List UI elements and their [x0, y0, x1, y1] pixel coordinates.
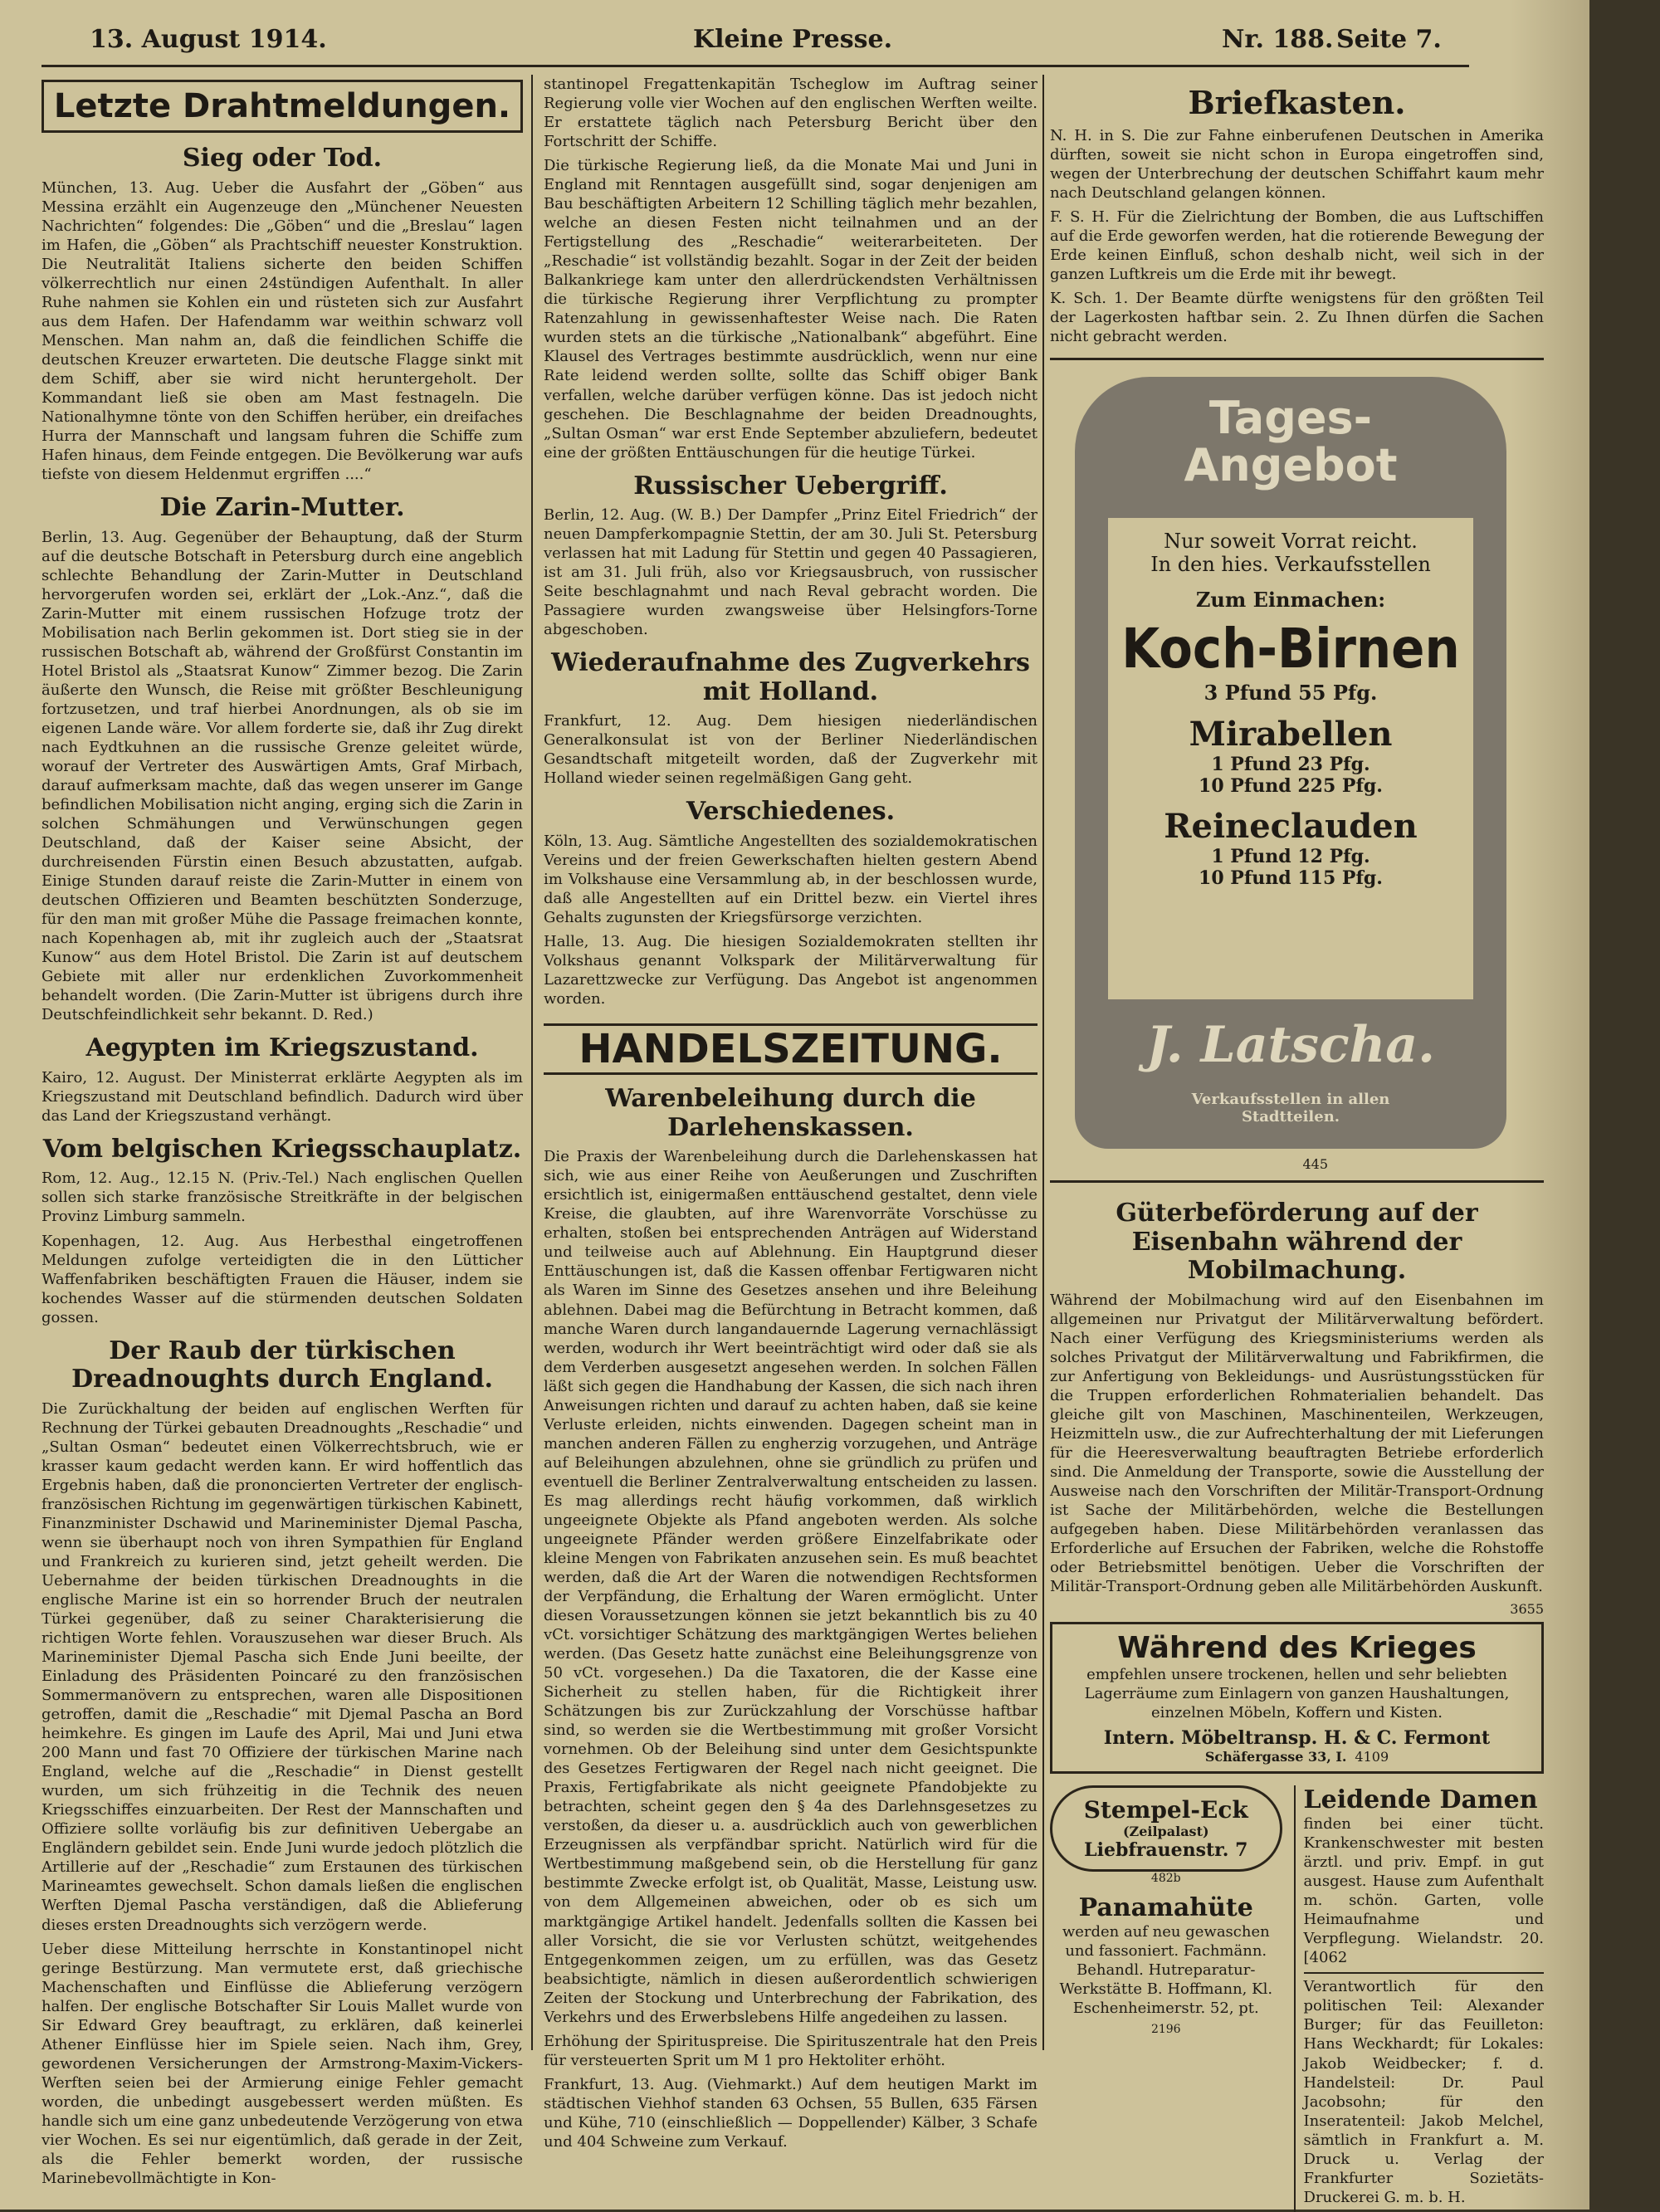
- small-ads-left: [1050, 1785, 1282, 2036]
- masthead-paper-name: Kleine Presse.: [693, 25, 893, 54]
- article-heading-miscellaneous: Verschiedenes.: [686, 797, 896, 827]
- stempel-eck-address: Liebfrauenstr. 7: [1084, 1839, 1248, 1862]
- column-1: [42, 75, 523, 2187]
- ad-code: 4109: [1355, 1749, 1389, 1765]
- article-text: Berlin, 13. Aug. Gegenüber der Behauptung, daß der Sturm auf die deutsche Botschaft in Petersburg durch eine angeblich schlechte Behandlung der Zarin-Mutter in Deutschland hervorgerufen worden sei, erklärt der „Lok.-Anz.“, daß die Zarin-Mutter mit einem russischen Hofzuge trotz der Mobilisation nach Berlin gekommen ist. Dort stieg sie in der russischen Botschaft ab, während der Großfürst Constantin im Hotel Bristol als „Staatsrat Kunow“ Zimmer bezog. Die Zarin äußerte den Wunsch, die Reise mit größter Beschleunigung fortzusetzen, und traf hierbei Anordnungen, als ob sie im eigenen Lande wäre. Vor allem forderte sie, daß ihr Zug direkt nach Eydtkuhnen an die russische Grenze geleitet würde, worauf der Vertreter des Auswärtigen Amts, Graf Mirbach, darauf aufmerksam machte, daß das wegen unserer im Gange befindlichen Mobilisation nicht anging, erging sich die Zarin in solchen Schmähungen und Verwünschungen gegen Deutschland, daß der Kaiser seine Absicht, der durchreisenden Fürstin einen Besuch abzustatten, aufgab. Einige Stunden darauf reiste die Zarin-Mutter in einem von deutschen Offizieren und Beamten beschützten Sonderzuge, für den man mit großer Mühe die Passage freimachen konnte, nach Kopenhagen ab, mit ihr zugleich auch der „Staatsrat Kunow“ aus dem Hotel Bristol. Die Zarin ist auf deutschem Gebiete mit aller nur erdenklichen Zuvorkommenheit behandelt worden. (Die Zarin-Mutter ist übrigens durch ihre Deutschfeindlichkeit sehr bekannt. D. Red.): [42, 528, 523, 1024]
- leidende-damen-heading: Leidende Damen: [1303, 1785, 1538, 1815]
- masthead-issue-number: Nr. 188.: [1222, 25, 1334, 54]
- panama-ad-text: werden auf neu gewaschen und fassoniert. Fachmänn. Behandl. Hutreparatur-Werkstätte B. Hoffmann, Kl. Eschenheimerstr. 52, pt.: [1059, 1923, 1273, 2018]
- advertisement-panamahuete: [1050, 1893, 1282, 2036]
- letter-reply: K. Sch. 1. Der Beamte dürfte wenigstens für den größten Teil der Lagerkosten haftbar sein. 2. Zu Ihnen dürfen die Sachen nicht gebracht werden.: [1050, 289, 1544, 345]
- ad-code: 3655: [1510, 1601, 1544, 1618]
- advertisement-freight: [1050, 1180, 1544, 1617]
- freight-ad-text: Während der Mobilmachung wird auf den Eisenbahnen im allgemeinen nur Privatgut der Militärverwaltung befördert. Nach einer Verfügung des Kriegsministeriums werden als solches Privatgut der Militärverwaltung und Fabrikfirmen, die zur Anfertigung von Bekleidungs- und Ausrüstungsstücken für die Truppen erforderlichen Rohmaterialien behandelt. Das gleiche gilt von Maschinen, Maschinenteilen, Werkzeugen, Heizmitteln usw., die zur Aufrechterhaltung der mit Lieferungen für die Heeresverwaltung beauftragten Betriebe erforderlich sind. Die Anmeldung der Transporte, sowie die Ausstellung der Ausweise nach den Vorschriften der Militär-Transport-Ordnung ist Sache der Militärbehörden, welche die Bestellungen aufgegeben haben. Diese Militärbehörden veranlassen das Erforderliche auf Ersuchen der Fabriken, welche die Rohstoffe oder Betriebsmittel benötigen. Ueber die Vorschriften der Militär-Transport-Ordnung geben alle Militärbehörden Auskunft.: [1050, 1291, 1544, 1595]
- fermont-address: Schäfergasse 33, I.: [1204, 1749, 1347, 1765]
- small-ads-right: [1294, 1785, 1544, 2212]
- article-heading-warenbeleihung: Warenbeleihung durch die Darlehenskassen.: [605, 1084, 976, 1142]
- masthead-date: 13. August 1914.: [90, 25, 327, 54]
- latscha-ad-heading-line: Tages-: [1208, 392, 1373, 445]
- latscha-logo: J. Latscha.: [1146, 1016, 1435, 1075]
- latscha-ad-panel: [1108, 518, 1473, 999]
- article-text: Ueber diese Mitteilung herrschte in Konstantinopel nicht geringe Bestürzung. Man vermutete erst, daß griechische Machenschaften und Einflüsse die Ablieferung verzögern halfen. Der englische Botschafter Sir Louis Mallet wurde von Sir Edward Grey beauftragt, zu erklären, daß keinerlei Athener Einflüsse hier im Spiele seien. Nach ihm, Grey, gewordenen Versicherungen der Armstrong-Maxim-Vickers-Werften seien bei der Armierung einige Fehler gemacht worden, die unbedingt ausgebessert werden müßten. Es handle sich um eine ganz unbedeutende Verzögerung von etwa vier Wochen. Es sei nur eigentümlich, daß gerade in der Zeit, als die Fehler bemerkt worden, der russische Marinebevollmächtigte in Kon-: [42, 1940, 523, 2187]
- article-heading-belgian-front: Vom belgischen Kriegsschauplatz.: [42, 1134, 522, 1164]
- article-text: Halle, 13. Aug. Die hiesigen Sozialdemokraten stellten ihr Volkshaus genannt Volkspark der Militärverwaltung für Lazarettzwecke zur Verfügung. Das Angebot ist angenommen worden.: [544, 933, 1038, 1008]
- section-heading-handelszeitung: HANDELSZEITUNG.: [544, 1023, 1038, 1075]
- leidende-damen-text: finden bei einer tücht. Krankenschwester mit besten ärztl. und priv. Empf. in gut ausgest. Hause zum Aufenthalt m. schön. Garten, volle Heimaufnahme und Verpflegung. Wielandstr. 20. [4062: [1303, 1815, 1544, 1967]
- ad-code: 445: [1302, 1156, 1328, 1173]
- stempel-eck-title: Stempel-Eck: [1083, 1796, 1248, 1824]
- stempel-eck-subtitle: (Zeilpalast): [1122, 1824, 1209, 1840]
- letter-reply: F. S. H. Für die Zielrichtung der Bomben, die aus Luftschiffen auf die Erde geworfen werden, hat die rotierende Bewegung der Erde keinen Einfluß, schon deshalb nicht, weil sich in der ganzen Luftkreis um die Erde mit ihr bewegt.: [1050, 208, 1544, 283]
- advertisement-latscha: [1050, 358, 1544, 1173]
- latscha-ad-heading: [1075, 392, 1506, 491]
- ad-code: 482b: [1150, 1872, 1181, 1886]
- article-text: Kairo, 12. August. Der Ministerrat erklärte Aegypten als im Kriegszustand mit Deutschland befindlich. Dadurch wird über das Land der Kriegszustand verhängt.: [42, 1068, 523, 1125]
- article-text: Erhöhung der Spirituspreise. Die Spirituszentrale hat den Preis für versteuerten Sprit um M 1 pro Hektoliter erhöht.: [544, 2032, 1038, 2069]
- advertisement-leidende-damen: [1304, 1785, 1544, 1967]
- article-text: Berlin, 12. Aug. (W. B.) Der Dampfer „Prinz Eitel Friedrich“ der neuen Dampferkompagnie Stettin, der am 30. Juli St. Petersburg verlassen hat mit Ladung für Stettin und gegen 40 Passagieren, ist am 31. Juli früh, also vor Kriegsausbruch, von russischer Seite beschlagnahmt und nach Reval gebracht worden. Die Passagiere wurden zwangsweise über Helsingfors-Torne abgeschoben.: [544, 506, 1038, 639]
- ad-product-name: Mirabellen: [1189, 715, 1393, 754]
- article-heading-zarin-mutter: Die Zarin-Mutter.: [159, 493, 405, 522]
- latscha-ad-frame: [1075, 377, 1506, 1149]
- latscha-ad-heading-line: Angebot: [1184, 438, 1398, 491]
- ad-price: 3 Pfund 55 Pfg.: [1204, 681, 1378, 706]
- advertisement-fermont: [1050, 1622, 1544, 1774]
- masthead-rule: [42, 65, 1469, 67]
- article-heading-aegypten: Aegypten im Kriegszustand.: [85, 1033, 479, 1063]
- article-text: stantinopel Fregattenkapitän Tscheglow im Auftrag seiner Regierung volle vier Wochen auf den englischen Werften weilte. Er erstattete täglich nach Petersburg Bericht über den Fortschritt der Schiffe.: [544, 76, 1038, 151]
- article-text: Die Praxis der Warenbeleihung durch die Darlehenskassen hat sich, wie aus einer Reihe von Aeußerungen und Zuschriften ersichtlich ist, einigermaßen enttäuschend gestaltet, denn viele Kreise, die glaubten, auf ihre Warenvorräte Vorschüsse zu erhalten, stoßen bei entsprechenden Anträgen auf Widerstand und teilweise auch auf Ablehnung. Ein Hauptgrund dieser Enttäuschungen ist, daß die Kassen offenbar Fertigwaren nicht als Waren im Sinne des Gesetzes ansehen und ihre Beleihung ablehnen. Dabei mag die Befürchtung in Betracht kommen, daß manche Waren durch langandauernde Lagerung vernachlässigt werden, wodurch ihr Wert beeinträchtigt wird oder daß sie als dem Verderben ausgesetzt angesehen werden. In solchen Fällen läßt sich gegen die Handhabung der Kassen, die sich nach ihren Anweisungen richten und darauf zu achten haben, daß sie keine Verluste erleiden, nichts einwenden. Dagegen scheint man in manchen anderen Fällen zu engherzig vorzugehen, und Anträge auf Beleihungen abzulehnen, ohne sie gründlich zu prüfen und eventuell die Berliner Zentralverwaltung entscheiden zu lassen. Es mag allerdings recht häufig vorkommen, daß wirklich ungeeignete Objekte als Pfand angeboten werden. Als solche ungeeignete Pfänder werden größere Einzelfabrikate oder kleine Mengen von Fabrikaten anzusehen sein. Es muß beachtet werden, daß die Art der Waren die notwendigen Rechtsformen der Verpfändung, die Erhaltung der Waren ermöglicht. Unter diesen Voraussetzungen können sie jetzt bekanntlich bis zu 40 vCt. vorsichtiger Schätzung des marktgängigen Wertes beliehen werden. (Das Gesetz hatte zunächst eine Beleihungsgrenze von 50 vCt. vorgesehen.) Da die Taxatoren, die der Kasse eine Sicherheit zu stellen haben, für die Richtigkeit ihrer Schätzungen bis zur Zurückzahlung der Vorschüsse haftbar sind, so werden sie die Wertbestimmung mit großer Vorsicht vornehmen. Ob der Beleihung sind unter dem Gesichtspunkte des Gesetzes Fertigwaren der Regel nach nicht geeignet. Die Praxis, Fertigfabrikate als nicht geeignete Pfandobjekte zu betrachten, scheint gegen den § 4a des Darlehnsgesetzes zu verstoßen, da dieser u. a. ausdrücklich auch von gewerblichen Erzeugnissen als verpfändbar spricht. Natürlich wird für die Wertbestimmung maßgebend sein, ob die Herstellung für ganz bestimmte Zwecke erfolgt ist, ob Qualität, Masse, Leistung usw. von dem Allgemeinen abweichen, oder ob es sich um marktgängige Artikel handelt. Jedenfalls sollten die Kassen bei aller Vorsicht, die sie vor Verlusten schützt, weitgehendes Entgegenkommen zeigen, um zu erfüllen, was das Gesetz beabsichtigte, nämlich in diesen außerordentlich schwierigen Zeiten der Stockung und Unterbrechung der Fabrikation, des Verkehrs und des Erwerbslebens Hilfe angedeihen zu lassen.: [544, 1148, 1038, 2026]
- ad-price: 1 Pfund 23 Pfg.: [1211, 754, 1370, 776]
- section-heading-latest-wire: Letzte Drahtmeldungen.: [42, 80, 523, 133]
- ad-line: Zum Einmachen:: [1195, 588, 1386, 613]
- freight-ad-heading: Güterbeförderung auf der Eisenbahn während der Mobilmachung.: [1116, 1199, 1478, 1286]
- article-text: München, 13. Aug. Ueber die Ausfahrt der „Göben“ aus Messina erzählt ein Augenzeuge den „Münchener Neuesten Nachrichten“ folgendes: Die „Göben“ und die „Breslau“ lagen im Hafen, die „Göben“ als Prachtschiff neuester Konstruktion. Die Neutralität Italiens sicherte den beiden Schiffen völkerrechtlich nur einen 24stündigen Aufenthalt. In aller Ruhe nahmen sie Kohlen ein und rüsteten sich zur Ausfahrt aus dem Hafen. Der Hafendamm war weithin schwarz voll Menschen. Man nahm an, daß die feindlichen Schiffe die deutschen Kreuzer erwarteten. Die deutsche Flagge sinkt mit dem Schiff, aber sie wird nicht heruntergeholt. Der Kommandant ließ sie oben am Mast festnageln. Die Nationalhymne tönte von den Schiffen herüber, ein dreifaches Hurra der Mannschaft und langsam fuhren die Schiffe zum Hafen hinaus, dem Feinde entgegen. Die Bevölkerung war aufs tiefste von diesem Heldenmut ergriffen ....“: [42, 178, 523, 483]
- article-text: Frankfurt, 13. Aug. (Viehmarkt.) Auf dem heutigen Markt im städtischen Viehhof standen 63 Ochsen, 55 Bullen, 635 Färsen und Kühe, 710 (einschließlich — Doppellender) Kälber, 3 Schafe und 404 Schweine zum Verkauf.: [544, 2075, 1038, 2151]
- fermont-address-row: [1059, 1749, 1535, 1765]
- ad-price: 10 Pfund 225 Pfg.: [1199, 775, 1383, 798]
- article-heading-holland-trains: Wiederaufnahme des Zugverkehrs mit Holland.: [551, 648, 1030, 706]
- fermont-ad-text: empfehlen unsere trockenen, hellen und sehr beliebten Lagerräume zum Einlagern von ganzen Haushaltungen, einzelnen Möbeln, Koffern und Kisten.: [1084, 1666, 1510, 1722]
- column-rule-2: [1042, 75, 1044, 2050]
- ad-line: In den hies. Verkaufsstellen: [1150, 553, 1431, 577]
- panama-ad-heading: Panamahüte: [1078, 1893, 1253, 1923]
- article-heading-dreadnoughts: Der Raub der türkischen Dreadnoughts durch England.: [71, 1336, 493, 1394]
- ad-line: Nur soweit Vorrat reicht.: [1164, 530, 1418, 554]
- column-3: [1050, 75, 1544, 2206]
- section-heading-briefkasten: Briefkasten.: [1188, 84, 1406, 121]
- advertisement-stempel-eck: [1050, 1785, 1282, 1872]
- masthead-page-number: Seite 7.: [1336, 25, 1442, 54]
- ad-product-name: Reineclauden: [1164, 807, 1418, 847]
- ad-product-name: Koch-Birnen: [1121, 617, 1460, 681]
- small-ads-row: [1050, 1785, 1544, 2212]
- article-text: Kopenhagen, 12. Aug. Aus Herbesthal eingetroffenen Meldungen zufolge verteidigten die in den Lütticher Waffenfabriken beschäftigten Frauen die Häuser, indem sie kochendes Wasser auf die stürmenden deutschen Soldaten gossen.: [42, 1232, 523, 1326]
- article-heading-sieg-oder-tod: Sieg oder Tod.: [182, 144, 383, 173]
- fermont-firm-name: Intern. Möbeltransp. H. & C. Fermont: [1103, 1727, 1491, 1750]
- article-text: Die Zurückhaltung der beiden auf englischen Werften für Rechnung der Türkei gebauten Dreadnoughts „Reschadie“ und „Sultan Osman“ bedeutet einen Völkerrechtsbruch, wie er krasser kaum gedacht werden kann. Er wird hoffentlich das Ergebnis haben, daß die prononcierten Vertreter der englisch-französischen Richtung im gegenwärtigen türkischen Kabinett, Finanzminister Dschawid und Marineminister Djemal Pascha, wenn sie überhaupt noch von ihren Sympathien für England und Frankreich zu kurieren sind, jetzt geheilt werden. Die Uebernahme der beiden türkischen Dreadnoughts in die englische Marine ist ein so horrender Bruch der neutralen Türkei gegenüber, daß zu seiner Charakterisierung die richtigen Worte fehlen. Vorauszusehen war dieser Bruch. Als Marineminister Djemal Pascha sich Ende Juni beeilte, der Einladung des Präsidenten Poincaré zu den französischen Sommermanövern zu entsprechen, waren alle Dispositionen getroffen, damit die „Reschadie“ mit Djemal Pascha an Bord heimkehre. Es gingen im Laufe des April, Mai und Juni etwa 200 Mann und fast 70 Offiziere der türkischen Marine nach England, welche auf die „Reschadie“ in Dienst gestellt wurden, um sich frühzeitig in die Technik des neuen Kriegsschiffes einzuarbeiten. Der Rest der Mannschaften und Offiziere sollte vorläufig bis zur definitiven Uebergabe an Engländern gebildet sein. Ende Juni wurde jedoch plötzlich die Artillerie auf der „Reschadie“ zum Erstaunen des türkischen Marineamtes gewechselt. Schon damals ließen die englischen Werften Djemal Pascha verständigen, daß die Ablieferung dieses ersten Dreadnoughts sich verzögern werde.: [42, 1399, 523, 1934]
- ad-price: 10 Pfund 115 Pfg.: [1199, 867, 1383, 890]
- article-text: Köln, 13. Aug. Sämtliche Angestellten des sozialdemokratischen Vereins und der freien Gewerkschaften hielten gestern Abend im Volkshause eine Versammlung ab, in der beschlossen wurde, daß alle Angestellten auf ein Drittel bezw. ein Viertel ihres Gehalts zugunsten der Kriegsfürsorge verzichten.: [544, 832, 1038, 927]
- article-text: Die türkische Regierung ließ, da die Monate Mai und Juni in England mit Renntagen ausgefüllt sind, sogar denjenigen am Bau beschäftigten Arbeitern 12 Schilling täglich mehr bezahlen, welche an diesen Festen nicht teilnahmen und an der Fertigstellung des „Reschadie“ weiterarbeiteten. Der „Reschadie“ ist vollständig bezahlt. Sogar in der Zeit der beiden Balkankriege kam unter den allerdrückendsten Verhältnissen die türkische Regierung ihrer Verpflichtung zu prompter Ratenzahlung in gewissenhaftester Weise nach. Die Raten wurden stets an die türkische „Nationalbank“ abgeführt. Eine Klausel des Vertrages bestimmte ausdrücklich, wenn nur eine Rate leidend werden sollte, sollte das Schiff obiger Bank verfallen, welche darüber verfügen könne. Das ist jedoch nicht geschehen. Die Beschlagnahme der beiden Dreadnoughts, „Sultan Osman“ war erst Ende September abzuliefern, bedeutet eine der größten Enttäuschungen für die heutige Türkei.: [544, 157, 1038, 461]
- letter-reply: N. H. in S. Die zur Fahne einberufenen Deutschen in Amerika dürften, soweit sie nicht schon in Europa eingetroffen sind, wegen der Unterbrechung der deutschen Schiffahrt kaum mehr nach Deutschland gelangen können.: [1050, 126, 1544, 202]
- column-rule-1: [531, 75, 533, 2050]
- imprint: Verantwortlich für den politischen Teil: Alexander Burger; für das Feuilleton: Hans Weckhardt; für Lokales: Jakob Weidbecker; f. d. Handelsteil: Dr. Paul Jacobsohn; für den Inseratenteil: Jakob Melchel, sämtlich in Frankfurt a. M. Druck u. Verlag der Frankfurter Sozietäts-Druckerei G. m. b. H.: [1304, 1972, 1544, 2206]
- ad-price: 1 Pfund 12 Pfg.: [1211, 846, 1370, 868]
- ad-code: 2196: [1150, 2023, 1181, 2037]
- masthead: [0, 25, 1589, 58]
- article-heading-russian-seizure: Russischer Uebergriff.: [633, 471, 948, 501]
- latscha-stores-line: Verkaufsstellen in allen Stadtteilen.: [1191, 1091, 1390, 1126]
- article-text: Frankfurt, 12. Aug. Dem hiesigen niederländischen Generalkonsulat ist von der Berliner Niederländischen Gesandtschaft mitgeteilt worden, daß der Zugverkehr mit Holland wieder seinen regelmäßigen Gang geht.: [544, 712, 1038, 788]
- article-text: Rom, 12. Aug., 12.15 N. (Priv.-Tel.) Nach englischen Quellen sollen sich starke französische Streitkräfte in der belgischen Provinz Limburg sammeln.: [42, 1169, 523, 1226]
- column-2: [544, 75, 1038, 2151]
- fermont-ad-heading: Während des Krieges: [1117, 1631, 1477, 1666]
